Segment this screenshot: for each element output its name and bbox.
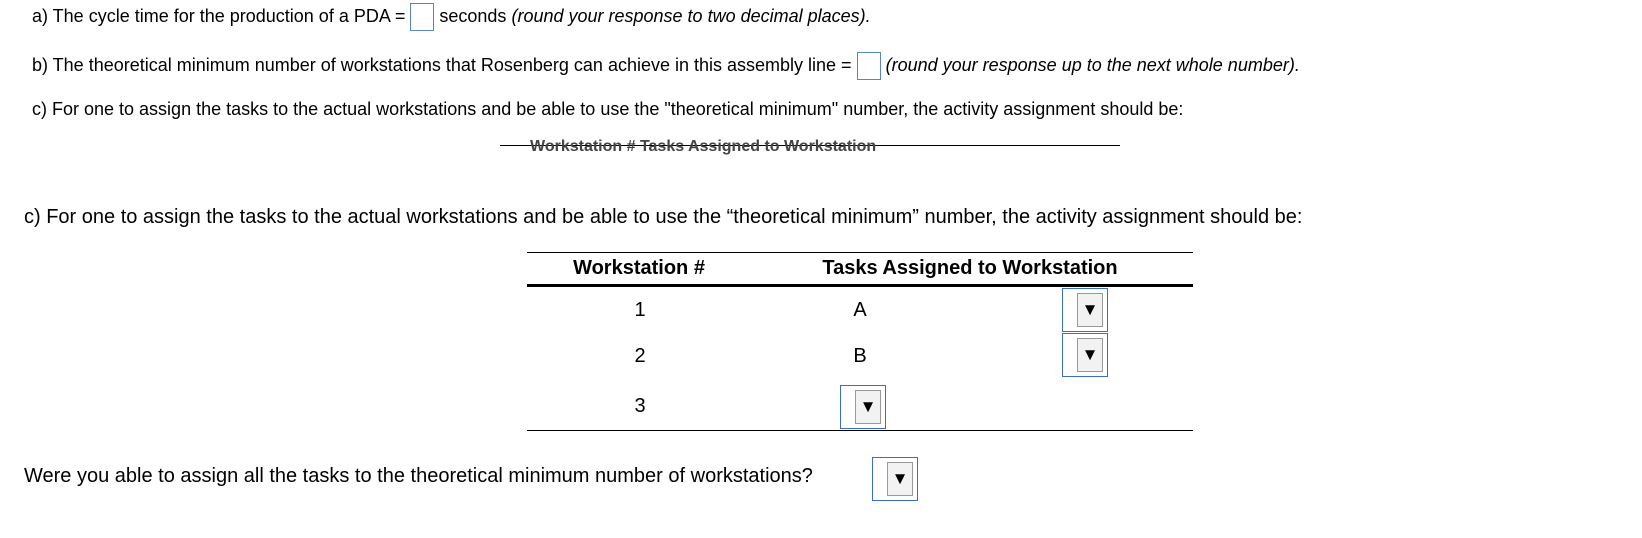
chevron-down-icon: ▼ xyxy=(859,397,877,416)
chevron-down-icon: ▼ xyxy=(1081,345,1099,364)
part-b-prefix: b) The theoretical minimum number of workstations that Rosenberg can achieve in this assembly line = xyxy=(32,54,852,75)
table-top-rule xyxy=(527,252,1193,253)
chevron-down-icon: ▼ xyxy=(891,469,909,488)
task-dropdown-row-3[interactable] xyxy=(840,385,886,429)
header-tasks: Tasks Assigned to Workstation xyxy=(822,257,1118,279)
task-dropdown-row-1[interactable] xyxy=(1062,288,1108,332)
task-dropdown-row-2[interactable] xyxy=(1062,333,1108,377)
part-a-line xyxy=(32,3,871,31)
final-answer-dropdown[interactable] xyxy=(872,457,918,501)
part-c-question-repeat: c) For one to assign the tasks to the actual workstations and be able to use the “theoretical minimum” number, the activity assignment should be: xyxy=(24,206,1303,228)
part-b-hint: (round your response up to the next whole number). xyxy=(885,54,1300,75)
min-workstations-input[interactable] xyxy=(857,52,881,80)
part-a-hint: (round your response to two decimal places). xyxy=(511,5,871,26)
cutoff-table-header: Workstation # Tasks Assigned to Workstation xyxy=(530,138,877,155)
final-question: Were you able to assign all the tasks to the theoretical minimum number of workstations? xyxy=(24,465,813,487)
workstation-number: 2 xyxy=(634,345,646,367)
task-value: A xyxy=(853,299,867,321)
workstation-number: 3 xyxy=(634,395,646,417)
part-a-unit: seconds xyxy=(439,5,507,26)
cycle-time-input[interactable] xyxy=(410,3,434,31)
workstation-number: 1 xyxy=(634,299,646,321)
table-bottom-rule xyxy=(527,430,1193,431)
chevron-down-icon: ▼ xyxy=(1081,300,1099,319)
task-value: B xyxy=(853,345,867,367)
part-c-question: c) For one to assign the tasks to the actual workstations and be able to use the "theoretical minimum" number, the activity assignment should be: xyxy=(32,99,1184,119)
header-workstation: Workstation # xyxy=(573,257,705,279)
part-b-line xyxy=(32,52,1300,80)
part-a-prefix: a) The cycle time for the production of a PDA = xyxy=(32,5,406,26)
table-header-rule xyxy=(527,284,1193,287)
